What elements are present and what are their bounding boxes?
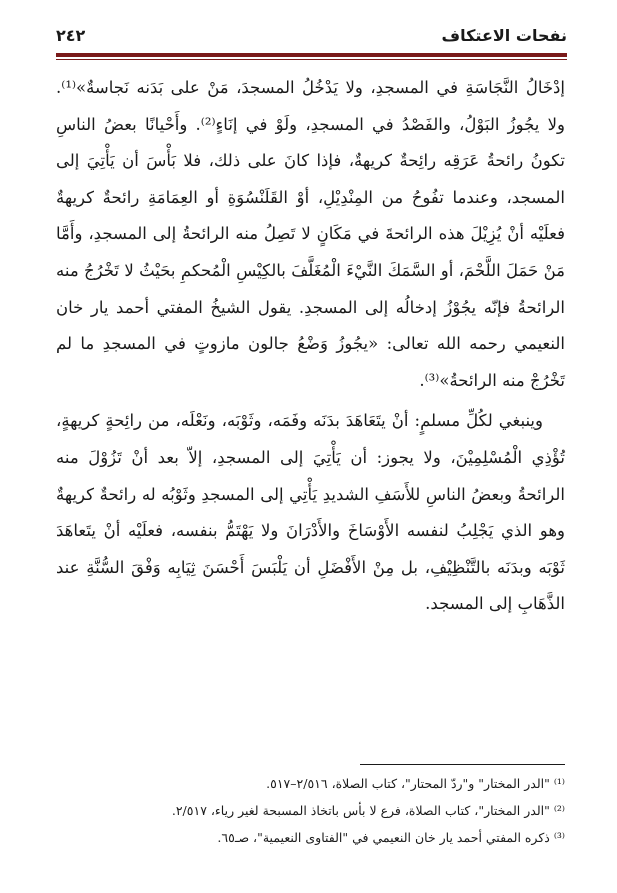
footnote-2: ⁽²⁾ "الدر المختار"، كتاب الصلاة، فرع لا بأس باتخاذ المسبحة لغير رياء، ٢/٥١٧. — [171, 803, 565, 818]
footnotes — [56, 770, 565, 851]
paragraph-2: وينبغي لكُلِّ مسلمٍ: أنْ يتَعَاهَدَ بدَنَه وفَمَه، وثَوْبَه، ونَعْلَه، من رائِحةٍ كريهةٍ، تُؤْذِي الْمُسْلِمِيْنَ، ولا يجوز: أن يَأْتِيَ إلى المسجدِ، إلاّ بعد أنْ تَزُوْلَ منه الرائحةُ وبعضُ الناسِ للأَسَفِ الشديدِ يَأْتِي إلى المسجدِ وثَوْبُه له رائحةٌ كريهةٌ وهو الذي يَجْلِبُ لنفسه الأَوْسَاخَ والأَدْرَانَ ولا يَهْتَمُّ بنفسه، فعلَيْه أنْ يتَعاهَدَ ثَوْبَه وبدَنَه بالتَّنْظِيْفِ، بل مِنْ الأَفْضَلِ أن يَلْبَسَ أَحْسَنَ ثِيَابِه وَفْقَ السُّنَّةِ عند الذَّهَابِ إلى المسجد. — [56, 411, 565, 614]
header-rule-thin — [56, 59, 567, 60]
footnote-separator — [360, 764, 565, 765]
paragraph-1: إدْخَالُ النَّجَاسَةِ في المسجدِ، ولا يَدْخُلُ المسجدَ، مَنْ على بَدَنه نَجاسةٌ»⁽¹⁾. ولا يجُوزُ البَوْلُ، والفَصْدُ في المسجدِ، ولَوْ في إنَاءٍ⁽²⁾. وأَحْيانًا بعضُ الناسِ تكونُ رائحةُ عَرَقِه رائِحةٌ كريهةٌ، فإذا كانَ على ذلك، فلا بَأْسَ أن يَأْتِيَ إلى المسجد، وعندما تفُوحُ من المِنْدِيْلِ، أوْ القَلَنْسُوَةِ أو العِمَامَةِ رائحةٌ كريهةٌ فعلَيْه أنْ يُزِيْلَ هذه الرائحةَ في مَكَانٍ لا تَصِلُ منه الرائحةُ إلى المسجدِ، وأَمَّا مَنْ حَمَلَ اللَّحْمَ، أو السَّمَكَ النَّيْءَ الْمُغَلَّفَ بالكِيْسِ الْمُحكمِ بحَيْثُ لا تَخْرُجُ منه الرائحةُ فإنّه يجُوْزُ إدخالُه إلى المسجدِ. يقول الشيخُ المفتي أحمد يار خان النعيمي رحمه الله تعالى: «يجُوزُ وَضْعُ جالون مازوتٍ في المسجدِ ما لم تَخْرُجْ منه الرائحةُ»⁽³⁾. — [56, 78, 565, 390]
page-number: ٢٤٢ — [56, 25, 86, 45]
footnote-1: ⁽¹⁾ "الدر المختار" و"ردّ المحتار"، كتاب الصلاة، ٢/٥١٦–٥١٧. — [266, 776, 565, 791]
page-header — [56, 22, 567, 48]
footnote-3: ⁽³⁾ ذكره المفتي أحمد يار خان النعيمي في "الفتاوى النعيمية"، صـ٦٥. — [217, 830, 565, 845]
header-rule-thick — [56, 53, 567, 57]
running-title: نفحات الاعتكاف — [441, 25, 567, 45]
body-text — [56, 70, 565, 623]
